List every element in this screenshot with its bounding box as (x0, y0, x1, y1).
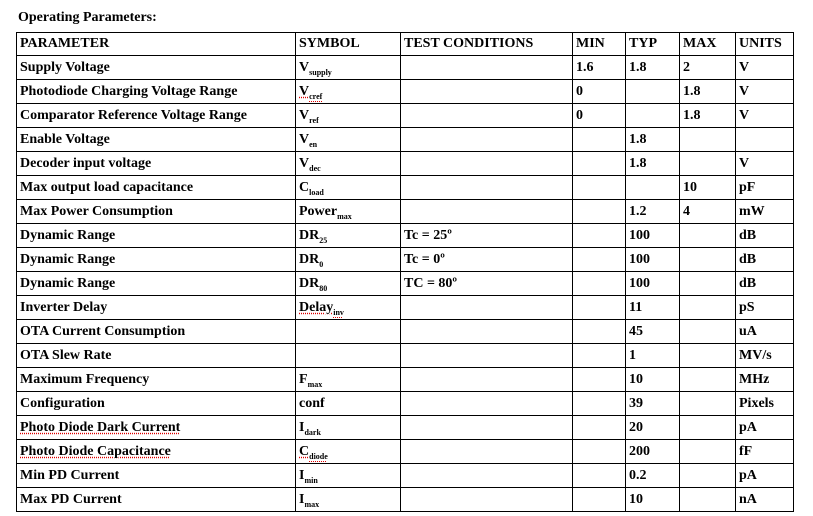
cell-symbol (296, 464, 401, 488)
cell-test-conditions (401, 176, 573, 200)
cell-units (736, 224, 794, 248)
cell-test-conditions (401, 392, 573, 416)
symbol-text: V (299, 83, 310, 99)
cell-max (680, 296, 736, 320)
cell-typ-text: 39 (629, 395, 643, 411)
cell-test-conditions (401, 440, 573, 464)
cell-typ-text: 1.8 (629, 59, 647, 75)
cell-max (680, 416, 736, 440)
cell-symbol (296, 200, 401, 224)
cell-parameter (17, 392, 296, 416)
cell-typ-text: 100 (629, 227, 650, 243)
cell-parameter (17, 56, 296, 80)
cell-parameter (17, 272, 296, 296)
symbol-subscript: min (304, 475, 318, 485)
cell-min-text: 0 (576, 83, 583, 99)
cell-parameter (17, 488, 296, 512)
cell-parameter (17, 320, 296, 344)
cell-test-conditions (401, 488, 573, 512)
symbol-subscript: max (304, 499, 320, 509)
symbol-subscript: load (309, 187, 324, 197)
symbol-subscript: 80 (319, 283, 328, 293)
symbol-text: I (299, 419, 305, 435)
table-row (17, 104, 794, 128)
cell-max-text: 1.8 (683, 83, 701, 99)
cell-units (736, 248, 794, 272)
table-row (17, 176, 794, 200)
cell-min (573, 104, 626, 128)
cell-typ (626, 416, 680, 440)
table-row (17, 296, 794, 320)
cell-max (680, 368, 736, 392)
symbol-text: F (299, 371, 308, 387)
cell-parameter-text: Dynamic Range (20, 275, 116, 291)
header-max: MAX (680, 33, 736, 56)
table-row (17, 224, 794, 248)
cell-min (573, 200, 626, 224)
cell-typ (626, 128, 680, 152)
cell-units-text: fF (739, 443, 753, 459)
table-row (17, 440, 794, 464)
cell-typ-text: 11 (629, 299, 643, 315)
table-header-row (17, 33, 794, 56)
cell-max (680, 80, 736, 104)
cell-parameter (17, 248, 296, 272)
symbol-subscript: dark (304, 427, 321, 437)
symbol-text: DR (299, 227, 320, 243)
cell-symbol (296, 296, 401, 320)
table-row (17, 56, 794, 80)
cell-parameter-text: Supply Voltage (20, 59, 110, 75)
cell-max (680, 440, 736, 464)
cell-units-text: MV/s (739, 347, 772, 363)
cell-units-text: pF (739, 179, 756, 195)
cell-max (680, 224, 736, 248)
cell-min (573, 440, 626, 464)
cell-parameter (17, 128, 296, 152)
symbol-text: C (299, 443, 310, 459)
table-row (17, 488, 794, 512)
cell-typ-text: 1.2 (629, 203, 647, 219)
cell-typ (626, 176, 680, 200)
cell-min (573, 368, 626, 392)
cell-parameter-text: Configuration (20, 395, 105, 411)
cell-min-text: 0 (576, 107, 583, 123)
cell-units (736, 416, 794, 440)
cell-parameter-text: Enable Voltage (20, 131, 110, 147)
cell-parameter-text: OTA Current Consumption (20, 323, 186, 339)
cell-parameter-text: Maximum Frequency (20, 371, 150, 387)
cell-units (736, 464, 794, 488)
cell-units-text: MHz (739, 371, 770, 387)
cell-max (680, 176, 736, 200)
cell-test-conditions (401, 464, 573, 488)
cell-symbol (296, 344, 401, 368)
cell-parameter (17, 440, 296, 464)
cell-symbol (296, 152, 401, 176)
cell-units-text: dB (739, 227, 757, 243)
symbol-subscript: 0 (319, 259, 324, 269)
cell-test-conditions (401, 248, 573, 272)
symbol-text: Delay (299, 299, 334, 315)
cell-typ (626, 56, 680, 80)
cell-test-conditions (401, 320, 573, 344)
cell-max (680, 272, 736, 296)
symbol-text: I (299, 467, 305, 483)
cell-units (736, 128, 794, 152)
header-test-conditions: TEST CONDITIONS (401, 33, 573, 56)
cell-min (573, 176, 626, 200)
symbol-subscript: cref (309, 91, 323, 101)
cell-test-conditions-text: Tc = 0º (404, 251, 445, 267)
header-parameter: PARAMETER (17, 33, 296, 56)
symbol-subscript: en (309, 139, 318, 149)
cell-min (573, 248, 626, 272)
symbol-subscript: inv (333, 307, 344, 317)
symbol-subscript: diode (309, 451, 328, 461)
cell-parameter-text: Dynamic Range (20, 251, 116, 267)
cell-typ (626, 368, 680, 392)
cell-units (736, 440, 794, 464)
cell-parameter-text: Photo Diode Dark Current (20, 419, 181, 435)
cell-min (573, 392, 626, 416)
cell-symbol (296, 272, 401, 296)
cell-test-conditions (401, 80, 573, 104)
cell-min (573, 56, 626, 80)
cell-typ (626, 392, 680, 416)
cell-typ-text: 10 (629, 371, 643, 387)
symbol-text: C (299, 179, 310, 195)
symbol-text: DR (299, 275, 320, 291)
cell-parameter (17, 200, 296, 224)
cell-test-conditions (401, 200, 573, 224)
cell-symbol (296, 80, 401, 104)
cell-min (573, 80, 626, 104)
cell-test-conditions (401, 56, 573, 80)
cell-typ (626, 488, 680, 512)
cell-typ (626, 296, 680, 320)
cell-test-conditions (401, 296, 573, 320)
header-min: MIN (573, 33, 626, 56)
cell-units (736, 152, 794, 176)
cell-units (736, 80, 794, 104)
cell-parameter-text: Inverter Delay (20, 299, 108, 315)
cell-units (736, 296, 794, 320)
cell-units (736, 272, 794, 296)
cell-parameter-text: Dynamic Range (20, 227, 116, 243)
cell-max (680, 344, 736, 368)
symbol-text: V (299, 131, 310, 147)
table-row (17, 464, 794, 488)
cell-units-text: dB (739, 275, 757, 291)
cell-min (573, 128, 626, 152)
cell-typ (626, 224, 680, 248)
cell-typ (626, 344, 680, 368)
cell-test-conditions (401, 104, 573, 128)
cell-symbol (296, 320, 401, 344)
cell-symbol (296, 248, 401, 272)
cell-min (573, 272, 626, 296)
cell-max-text: 10 (683, 179, 697, 195)
cell-typ (626, 272, 680, 296)
cell-max (680, 464, 736, 488)
cell-min (573, 488, 626, 512)
cell-typ-text: 20 (629, 419, 643, 435)
cell-test-conditions-text: TC = 80º (404, 275, 458, 291)
cell-typ-text: 1.8 (629, 155, 647, 171)
cell-max (680, 128, 736, 152)
cell-parameter-text: Decoder input voltage (20, 155, 152, 171)
cell-symbol (296, 416, 401, 440)
cell-units-text: uA (739, 323, 757, 339)
symbol-text: V (299, 155, 310, 171)
cell-typ-text: 200 (629, 443, 650, 459)
symbol-text: V (299, 107, 310, 123)
cell-parameter-text: Photo Diode Capacitance (20, 443, 171, 459)
cell-units-text: pS (739, 299, 755, 315)
header-symbol: SYMBOL (296, 33, 401, 56)
cell-typ (626, 200, 680, 224)
cell-units (736, 368, 794, 392)
table-row (17, 248, 794, 272)
symbol-subscript: max (337, 211, 352, 221)
cell-test-conditions (401, 272, 573, 296)
cell-units-text: Pixels (739, 395, 774, 411)
cell-parameter-text: Min PD Current (20, 467, 120, 483)
symbol-text: conf (299, 395, 325, 411)
cell-typ-text: 100 (629, 275, 650, 291)
cell-parameter (17, 464, 296, 488)
table-row (17, 392, 794, 416)
cell-units (736, 488, 794, 512)
cell-symbol (296, 368, 401, 392)
cell-units-text: V (739, 107, 750, 123)
cell-max (680, 152, 736, 176)
symbol-text: V (299, 59, 310, 75)
cell-symbol (296, 176, 401, 200)
symbol-subscript: ref (309, 115, 319, 125)
cell-parameter (17, 296, 296, 320)
cell-max (680, 56, 736, 80)
symbol-text: Power (299, 203, 338, 219)
table-row (17, 416, 794, 440)
cell-parameter-text: Max PD Current (20, 491, 122, 507)
table-row (17, 152, 794, 176)
symbol-subscript: 25 (319, 235, 328, 245)
cell-typ (626, 152, 680, 176)
cell-symbol (296, 128, 401, 152)
cell-units (736, 176, 794, 200)
cell-max (680, 320, 736, 344)
cell-units-text: mW (739, 203, 765, 219)
cell-parameter (17, 80, 296, 104)
cell-parameter (17, 224, 296, 248)
table-row (17, 200, 794, 224)
cell-typ (626, 320, 680, 344)
cell-max (680, 200, 736, 224)
cell-units (736, 344, 794, 368)
cell-units (736, 104, 794, 128)
cell-typ (626, 104, 680, 128)
table-row (17, 272, 794, 296)
page-title: Operating Parameters: (18, 10, 157, 25)
cell-units-text: pA (739, 467, 757, 483)
cell-parameter (17, 368, 296, 392)
cell-test-conditions (401, 224, 573, 248)
cell-test-conditions (401, 128, 573, 152)
cell-max (680, 488, 736, 512)
cell-symbol (296, 440, 401, 464)
cell-units-text: V (739, 155, 750, 171)
cell-parameter (17, 104, 296, 128)
cell-typ-text: 1 (629, 347, 636, 363)
cell-min (573, 320, 626, 344)
header-units: UNITS (736, 33, 794, 56)
header-typ: TYP (626, 33, 680, 56)
cell-units-text: pA (739, 419, 757, 435)
cell-units-text: V (739, 59, 750, 75)
cell-max (680, 104, 736, 128)
cell-typ (626, 248, 680, 272)
symbol-subscript: dec (309, 163, 321, 173)
cell-parameter (17, 416, 296, 440)
cell-symbol (296, 104, 401, 128)
cell-test-conditions (401, 152, 573, 176)
table-row (17, 128, 794, 152)
cell-max-text: 2 (683, 59, 690, 75)
cell-units (736, 56, 794, 80)
operating-parameters-table (16, 32, 794, 512)
cell-units (736, 392, 794, 416)
symbol-subscript: supply (309, 67, 332, 77)
cell-test-conditions (401, 344, 573, 368)
symbol-text: I (299, 491, 305, 507)
cell-min (573, 296, 626, 320)
cell-units-text: dB (739, 251, 757, 267)
cell-parameter-text: Comparator Reference Voltage Range (20, 107, 247, 123)
cell-typ-text: 45 (629, 323, 643, 339)
cell-parameter (17, 176, 296, 200)
cell-min (573, 152, 626, 176)
cell-typ-text: 1.8 (629, 131, 647, 147)
table-row (17, 80, 794, 104)
cell-typ (626, 464, 680, 488)
cell-max (680, 248, 736, 272)
cell-symbol (296, 392, 401, 416)
cell-parameter-text: Max Power Consumption (20, 203, 173, 219)
cell-max-text: 4 (683, 203, 690, 219)
cell-units-text: nA (739, 491, 757, 507)
table-row (17, 368, 794, 392)
cell-min (573, 464, 626, 488)
cell-typ-text: 0.2 (629, 467, 647, 483)
cell-min (573, 416, 626, 440)
cell-test-conditions-text: Tc = 25º (404, 227, 452, 243)
cell-typ-text: 100 (629, 251, 650, 267)
cell-typ-text: 10 (629, 491, 643, 507)
cell-min (573, 224, 626, 248)
cell-parameter (17, 152, 296, 176)
cell-test-conditions (401, 416, 573, 440)
symbol-subscript: max (307, 379, 323, 389)
cell-min (573, 344, 626, 368)
cell-symbol (296, 224, 401, 248)
cell-typ (626, 80, 680, 104)
cell-symbol (296, 56, 401, 80)
symbol-text: DR (299, 251, 320, 267)
cell-units (736, 200, 794, 224)
cell-max (680, 392, 736, 416)
cell-max-text: 1.8 (683, 107, 701, 123)
cell-parameter (17, 344, 296, 368)
cell-min-text: 1.6 (576, 59, 594, 75)
table-row (17, 344, 794, 368)
cell-symbol (296, 488, 401, 512)
table-row (17, 320, 794, 344)
cell-typ (626, 440, 680, 464)
cell-test-conditions (401, 368, 573, 392)
cell-parameter-text: OTA Slew Rate (20, 347, 112, 363)
cell-units-text: V (739, 83, 750, 99)
cell-parameter-text: Max output load capacitance (20, 179, 194, 195)
cell-units (736, 320, 794, 344)
cell-parameter-text: Photodiode Charging Voltage Range (20, 83, 238, 99)
